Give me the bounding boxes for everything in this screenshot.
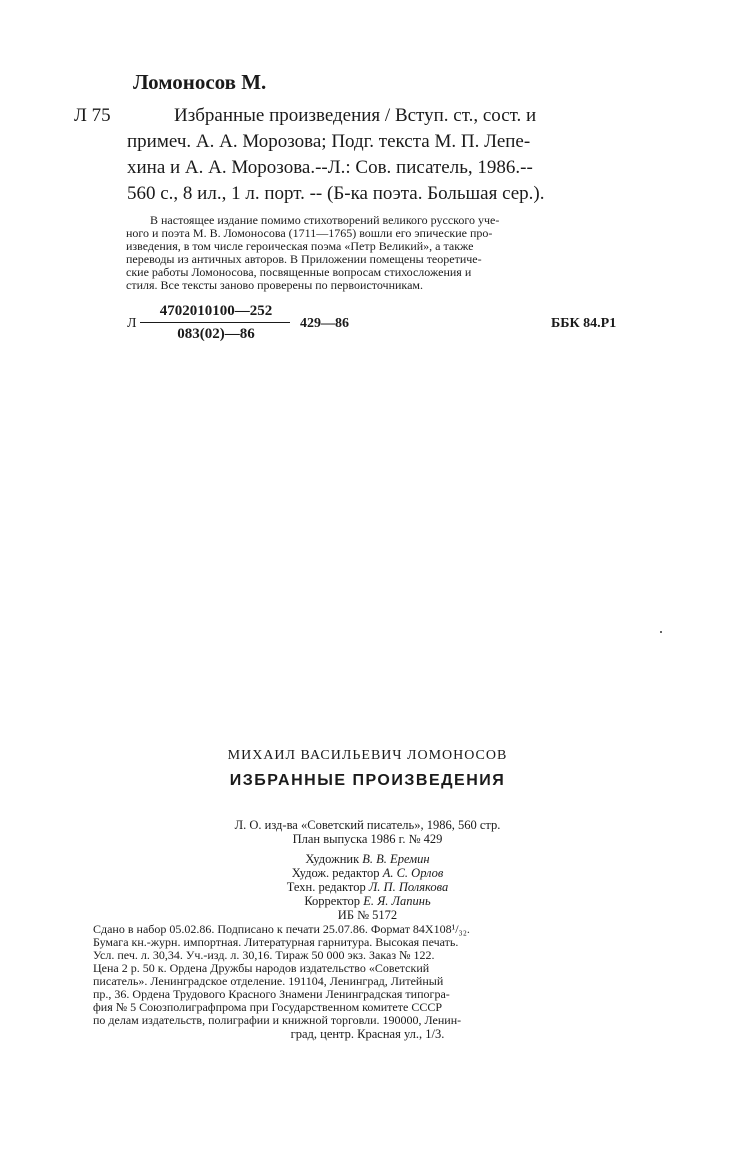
credit-name: А. С. Орлов xyxy=(382,866,444,880)
imprint-detail-line: пр., 36. Ордена Трудового Красного Знамени Ленинградская типогра- xyxy=(93,987,450,1001)
credit-role: Художник xyxy=(305,852,360,866)
credit-line xyxy=(0,880,735,895)
credit-name: Л. П. Полякова xyxy=(368,880,449,894)
code-numerator: 4702010100—252 xyxy=(159,303,273,319)
credit-line xyxy=(0,866,735,881)
imprint-detail-line: град, центр. Красная ул., 1/3. xyxy=(290,1027,445,1041)
card-main-line: хина и А. А. Морозова.--Л.: Сов. писатель, 1986.-- xyxy=(127,157,533,178)
credit-name: Е. Я. Лапинь xyxy=(363,894,431,908)
card-main-line: примеч. А. А. Морозова; Подг. текста М. П. Лепе- xyxy=(127,131,531,152)
imprint-ib-line: ИБ № 5172 xyxy=(337,908,398,922)
credit-role: Худож. редактор xyxy=(291,866,380,880)
card-annotation-line: ного и поэта М. В. Ломоносова (1711—1765) вошли его эпические про- xyxy=(126,226,493,240)
credit-role: Техн. редактор xyxy=(286,880,366,894)
credit-name: В. В. Еремин xyxy=(362,852,430,866)
code-fraction-bar xyxy=(140,322,290,323)
card-annotation-line: переводы из античных авторов. В Приложении помещены теоретиче- xyxy=(126,252,482,266)
credit-line xyxy=(0,894,735,909)
imprint-detail-line: Цена 2 р. 50 к. Ордена Дружбы народов издательство «Советский xyxy=(93,961,430,975)
code-denominator: 083(02)—86 xyxy=(177,326,255,342)
imprint-detail-line: по делам издательств, полиграфии и книжной торговли. 190000, Ленин- xyxy=(93,1013,462,1027)
imprint-detail-line: Бумага кн.-журн. импортная. Литературная гарнитура. Высокая печать. xyxy=(93,935,459,949)
imprint-detail-line: Сдано в набор 05.02.86. Подписано к печати 25.07.86. Формат 84Х108¹/₃₂. xyxy=(93,922,470,936)
card-author: Ломоносов М. xyxy=(133,70,267,94)
imprint-detail-line: Усл. печ. л. 30,34. Уч.-изд. л. 30,16. Тираж 50 000 экз. Заказ № 122. xyxy=(93,948,435,962)
code-prefix: Л xyxy=(127,316,137,331)
imprint-book-title: ИЗБРАННЫЕ ПРОИЗВЕДЕНИЯ xyxy=(229,772,506,789)
imprint-publisher-line: Л. О. изд-ва «Советский писатель», 1986, 560 стр. xyxy=(234,818,501,832)
stray-mark xyxy=(660,631,662,633)
card-index: Л 75 xyxy=(74,105,111,126)
card-main-line: 560 с., 8 ил., 1 л. порт. -- (Б-ка поэта. Большая сер.). xyxy=(127,183,545,204)
card-annotation-line: изведения, в том числе героическая поэма «Петр Великий», а также xyxy=(126,239,474,253)
card-annotation-line: В настоящее издание помимо стихотворений великого русского уче- xyxy=(150,213,500,227)
card-annotation-line: ские работы Ломоносова, посвященные вопросам стихосложения и xyxy=(126,265,472,279)
card-annotation-line: стиля. Все тексты заново проверены по первоисточникам. xyxy=(126,278,423,292)
credit-role: Корректор xyxy=(304,894,361,908)
card-main-line: Избранные произведения / Вступ. ст., сост. и xyxy=(174,105,537,126)
credit-line xyxy=(0,852,735,867)
code-suffix: 429—86 xyxy=(300,316,349,331)
imprint-detail-line: фия № 5 Союзполиграфпрома при Государственном комитете СССР xyxy=(93,1000,443,1014)
imprint-detail-line: писатель». Ленинградское отделение. 191104, Ленинград, Литейный xyxy=(93,974,444,988)
bbk-code: ББК 84.Р1 xyxy=(551,316,617,331)
imprint-plan-line: План выпуска 1986 г. № 429 xyxy=(292,832,443,846)
imprint-author-name: МИХАИЛ ВАСИЛЬЕВИЧ ЛОМОНОСОВ xyxy=(227,748,508,763)
